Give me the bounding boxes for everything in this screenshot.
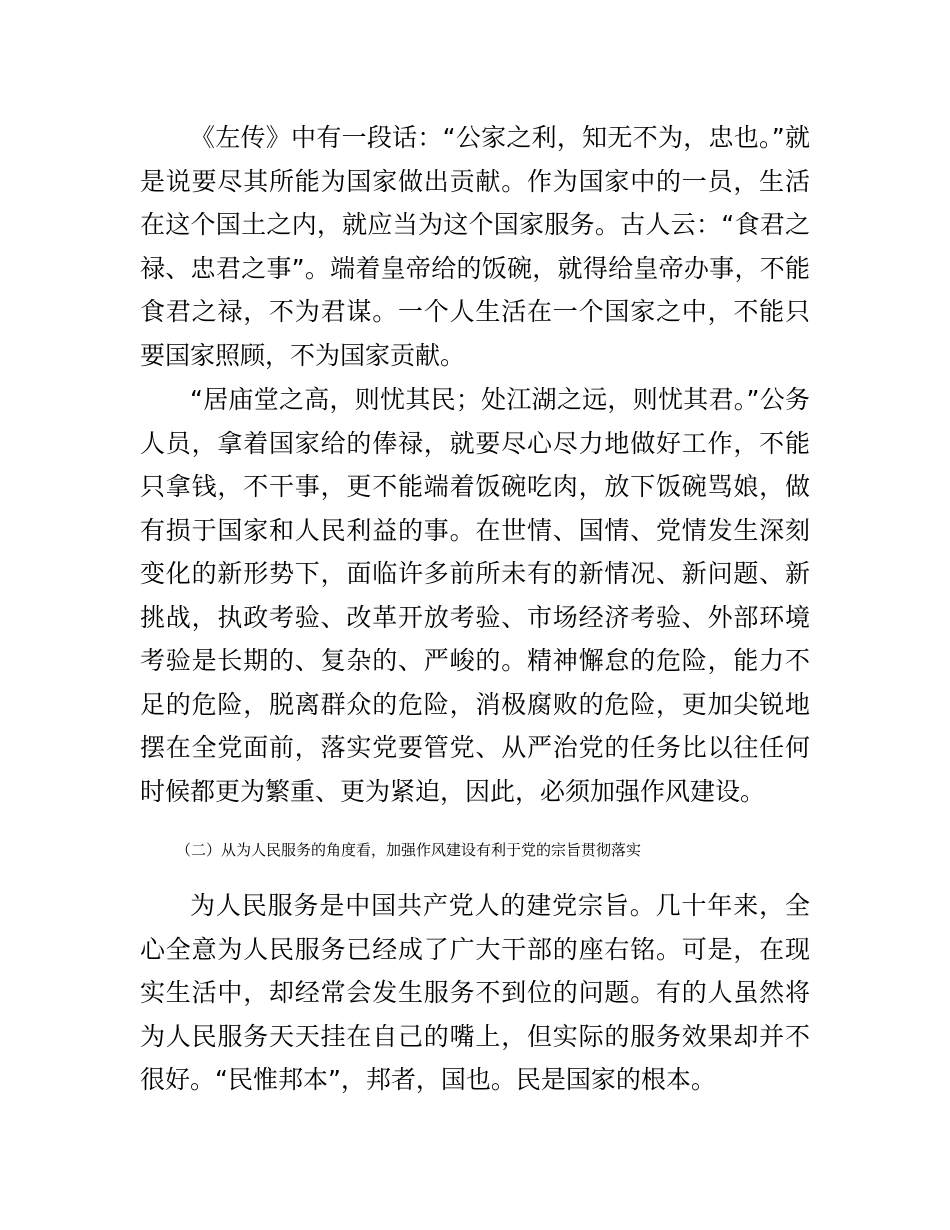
section-subheading: （二）从为人民服务的角度看，加强作风建设有利于党的宗旨贯彻落实 (176, 841, 642, 859)
paragraph-zuozhuan: 《左传》中有一段话：“公家之利，知无不为，忠也。”就是说要尽其所能为国家做出贡献。作为国家中的一员，生活在这个国土之内，就应当为这个国家服务。古人云：“食君之禄、忠君之事”。端着皇帝给的饭碗，就得给皇帝办事，不能食君之禄，不为君谋。一个人生活在一个国家之中，不能只要国家照顾，不为国家贡献。 (140, 123, 810, 370)
paragraph-miaotang: “居庙堂之高，则忧其民；处江湖之远，则忧其君。”公务人员，拿着国家给的俸禄，就要尽心尽力地做好工作，不能只拿钱，不干事，更不能端着饭碗吃肉，放下饭碗骂娘，做有损于国家和人民利益的事。在世情、国情、党情发生深刻变化的新形势下，面临许多前所未有的新情况、新问题、新挑战，执政考验、改革开放考验、市场经济考验、外部环境考验是长期的、复杂的、严峻的。精神懈怠的危险，能力不足的危险，脱离群众的危险，消极腐败的危险，更加尖锐地摆在全党面前，落实党要管党、从严治党的任务比以往任何时候都更为繁重、更为紧迫，因此，必须加强作风建设。 (140, 385, 810, 806)
paragraph-serve-people: 为人民服务是中国共产党人的建党宗旨。几十年来，全心全意为人民服务已经成了广大干部的座右铭。可是，在现实生活中，却经常会发生服务不到位的问题。有的人虽然将为人民服务天天挂在自己的嘴上，但实际的服务效果却并不很好。“民惟邦本”，邦者，国也。民是国家的根本。 (140, 891, 810, 1094)
